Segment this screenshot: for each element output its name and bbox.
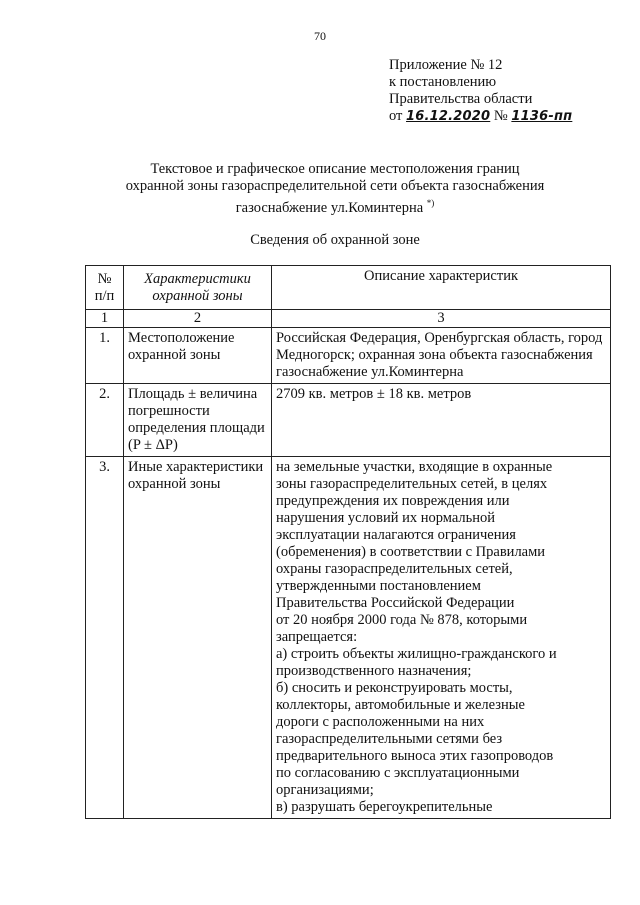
table-row <box>86 457 611 819</box>
row-3-desc-line: зоны газораспределительных сетей, в целях <box>276 476 548 492</box>
table-row <box>86 328 611 384</box>
row-3-char: Иные характеристики охранной зоны <box>124 457 272 819</box>
footnote-mark: *) <box>426 198 435 208</box>
row-2-num: 2. <box>86 384 124 457</box>
document-title <box>60 161 610 217</box>
table-header-row <box>86 266 611 310</box>
index-cell-3: 3 <box>272 310 611 328</box>
row-3-desc-line: предварительного выноса этих газопроводов <box>276 748 554 764</box>
row-1-num: 1. <box>86 328 124 384</box>
table-row <box>86 384 611 457</box>
title-line-3-text: газоснабжение ул.Коминтерна <box>235 199 424 216</box>
row-3-desc-line: запрещается: <box>276 629 358 645</box>
row-3-desc-line: в) разрушать берегоукрепительные <box>276 799 493 815</box>
row-2-char: Площадь ± величина погрешности определения площади (P ± ΔP) <box>124 384 272 457</box>
row-3-desc-line: предупреждения их повреждения или <box>276 493 510 509</box>
row-3-desc-line: на земельные участки, входящие в охранные <box>276 459 553 475</box>
row-3-desc-line: производственного назначения; <box>276 663 472 679</box>
row-3-desc-line: эксплуатации налагаются ограничения <box>276 527 516 543</box>
appendix-line-2: к постановлению <box>389 74 497 90</box>
header-num: № п/п <box>86 266 124 310</box>
row-3-num: 3. <box>86 457 124 819</box>
row-3-desc-line: а) строить объекты жилищно-гражданского и <box>276 646 557 662</box>
title-line-3 <box>60 195 610 217</box>
row-3-desc-line: по согласованию с эксплуатационными <box>276 765 520 781</box>
header-desc: Описание характеристик <box>272 266 611 310</box>
row-2-desc: 2709 кв. метров ± 18 кв. метров <box>272 384 611 457</box>
row-3-desc-line: газораспределительными сетями без <box>276 731 503 747</box>
appendix-line-1: Приложение № 12 <box>389 57 503 73</box>
row-3-desc-line: Правительства Российской Федерации <box>276 595 515 611</box>
index-cell-1: 1 <box>86 310 124 328</box>
row-3-desc-line: коллекторы, автомобильные и железные <box>276 697 525 713</box>
row-3-desc-line: от 20 ноября 2000 года № 878, которыми <box>276 612 528 628</box>
index-cell-2: 2 <box>124 310 272 328</box>
appendix-from-prefix: от <box>389 108 403 124</box>
row-3-desc-line: дороги с расположенными на них <box>276 714 485 730</box>
appendix-number: 1136-пп <box>511 109 573 124</box>
title-line-1: Текстовое и графическое описание местоположения границ <box>150 161 520 177</box>
row-1-char: Местоположение охранной зоны <box>124 328 272 384</box>
zone-table <box>85 265 611 819</box>
table-index-row <box>86 310 611 328</box>
appendix-number-prefix: № <box>493 108 508 124</box>
row-3-desc <box>272 457 611 819</box>
row-3-desc-line: организациями; <box>276 782 374 798</box>
title-line-2: охранной зоны газораспределительной сети объекта газоснабжения <box>125 178 545 194</box>
row-3-desc-line: утвержденными постановлением <box>276 578 481 594</box>
appendix-line-3: Правительства области <box>389 91 533 107</box>
row-3-desc-line: б) сносить и реконструировать мосты, <box>276 680 513 696</box>
section-subtitle: Сведения об охранной зоне <box>250 232 420 248</box>
appendix-date: 16.12.2020 <box>406 109 491 124</box>
appendix-block <box>389 57 572 125</box>
row-3-desc-line: нарушения условий их нормальной <box>276 510 496 526</box>
header-char: Характеристики охранной зоны <box>124 266 272 310</box>
appendix-line-4 <box>389 108 572 125</box>
row-3-desc-line: охраны газораспределительных сетей, <box>276 561 513 577</box>
row-3-desc-line: (обременения) в соответствии с Правилами <box>276 544 546 560</box>
page-number: 70 <box>314 29 326 43</box>
row-1-desc: Российская Федерация, Оренбургская область, город Медногорск; охранная зона объекта газоснабжения газоснабжение ул.Коминтерна <box>272 328 611 384</box>
